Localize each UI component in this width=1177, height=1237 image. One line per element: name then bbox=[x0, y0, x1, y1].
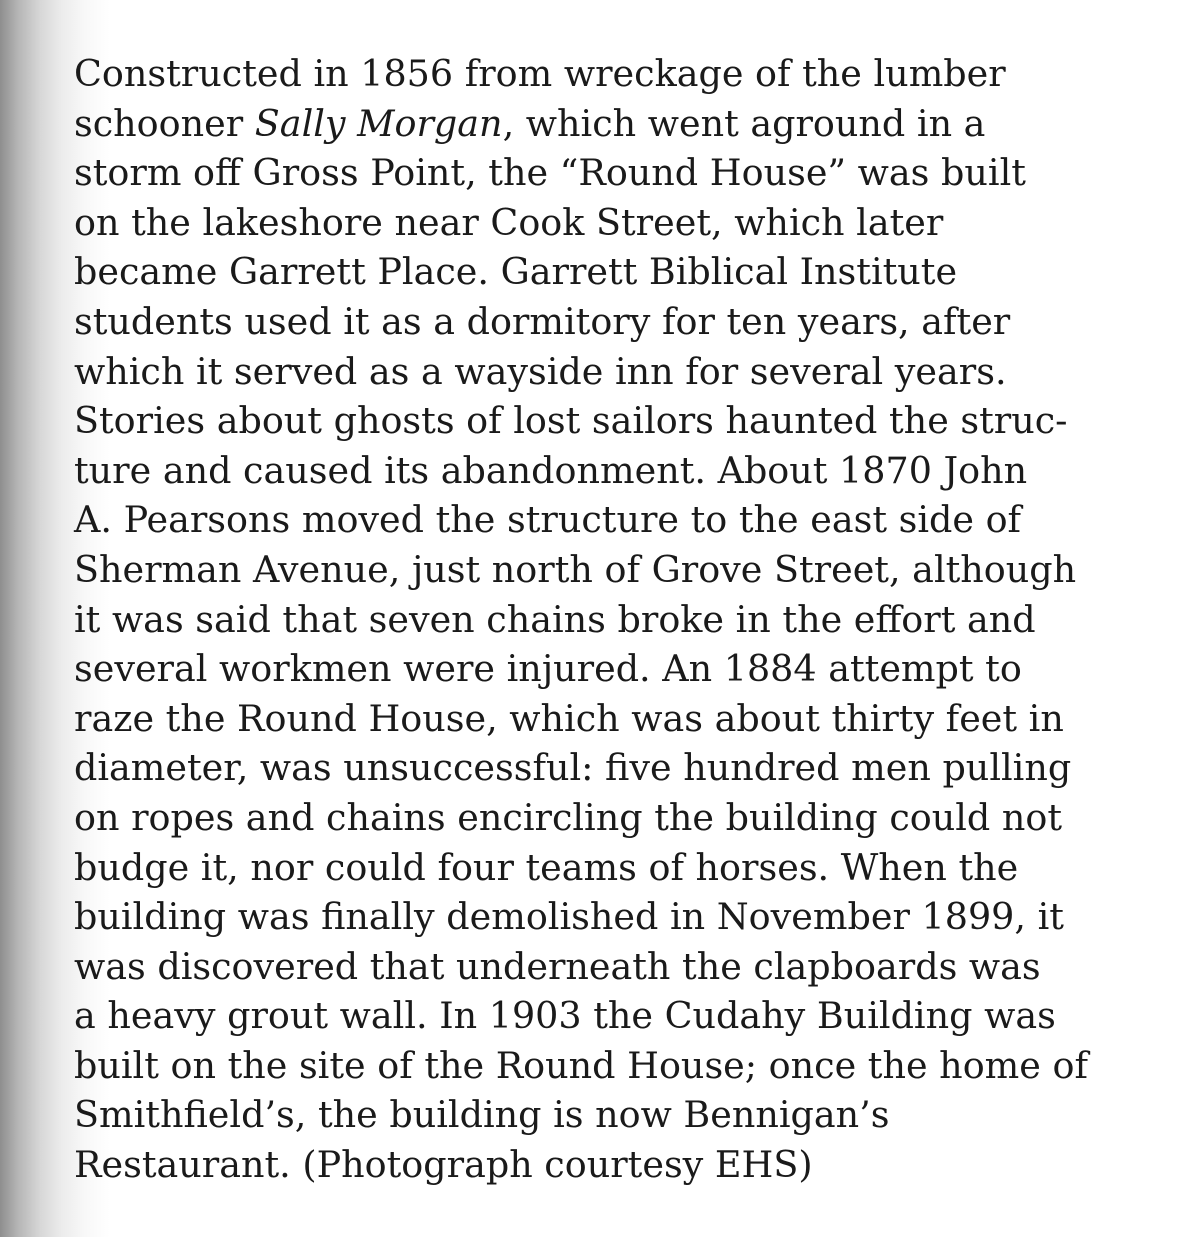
caption-line: was discovered that underneath the clapboards was bbox=[74, 944, 1041, 988]
caption-line: Sherman Avenue, just north of Grove Street, although bbox=[74, 547, 1077, 591]
caption-line: became Garrett Place. Garrett Biblical Institute bbox=[74, 250, 958, 294]
caption-line: it was said that seven chains broke in the effort and bbox=[74, 597, 1036, 641]
caption-line: A. Pearsons moved the structure to the east side of bbox=[74, 498, 1022, 542]
caption-line: students used it as a dormitory for ten years, after bbox=[74, 299, 1011, 343]
caption-line: a heavy grout wall. In 1903 the Cudahy Building was bbox=[74, 994, 1056, 1038]
caption-line: which it served as a wayside inn for several years. bbox=[74, 349, 1007, 393]
caption-line: Stories about ghosts of lost sailors haunted the struc- bbox=[74, 399, 1068, 443]
ship-name-italic: Sally Morgan bbox=[254, 101, 503, 145]
caption-line: on ropes and chains encircling the building could not bbox=[74, 795, 1063, 839]
caption-line: building was finally demolished in November 1899, it bbox=[74, 895, 1064, 939]
caption-line: Smithfield’s, the building is now Bennigan’s bbox=[74, 1093, 890, 1137]
caption-line: built on the site of the Round House; once the home of bbox=[74, 1043, 1088, 1087]
caption-line: Restaurant. (Photograph courtesy EHS) bbox=[74, 1143, 813, 1187]
caption-line: schooner Sally Morgan, which went aground in a bbox=[74, 101, 986, 145]
caption-line: budge it, nor could four teams of horses. When the bbox=[74, 845, 1019, 889]
photo-caption-paragraph bbox=[74, 49, 1169, 1190]
caption-line: Constructed in 1856 from wreckage of the lumber bbox=[74, 52, 1006, 95]
caption-line: ture and caused its abandonment. About 1870 John bbox=[74, 448, 1028, 492]
caption-line: diameter, was unsuccessful: five hundred men pulling bbox=[74, 746, 1072, 790]
caption-line: raze the Round House, which was about thirty feet in bbox=[74, 696, 1064, 740]
caption-line: on the lakeshore near Cook Street, which later bbox=[74, 200, 944, 244]
caption-line: several workmen were injured. An 1884 attempt to bbox=[74, 647, 1022, 691]
caption-line: storm off Gross Point, the “Round House” was built bbox=[74, 151, 1026, 195]
